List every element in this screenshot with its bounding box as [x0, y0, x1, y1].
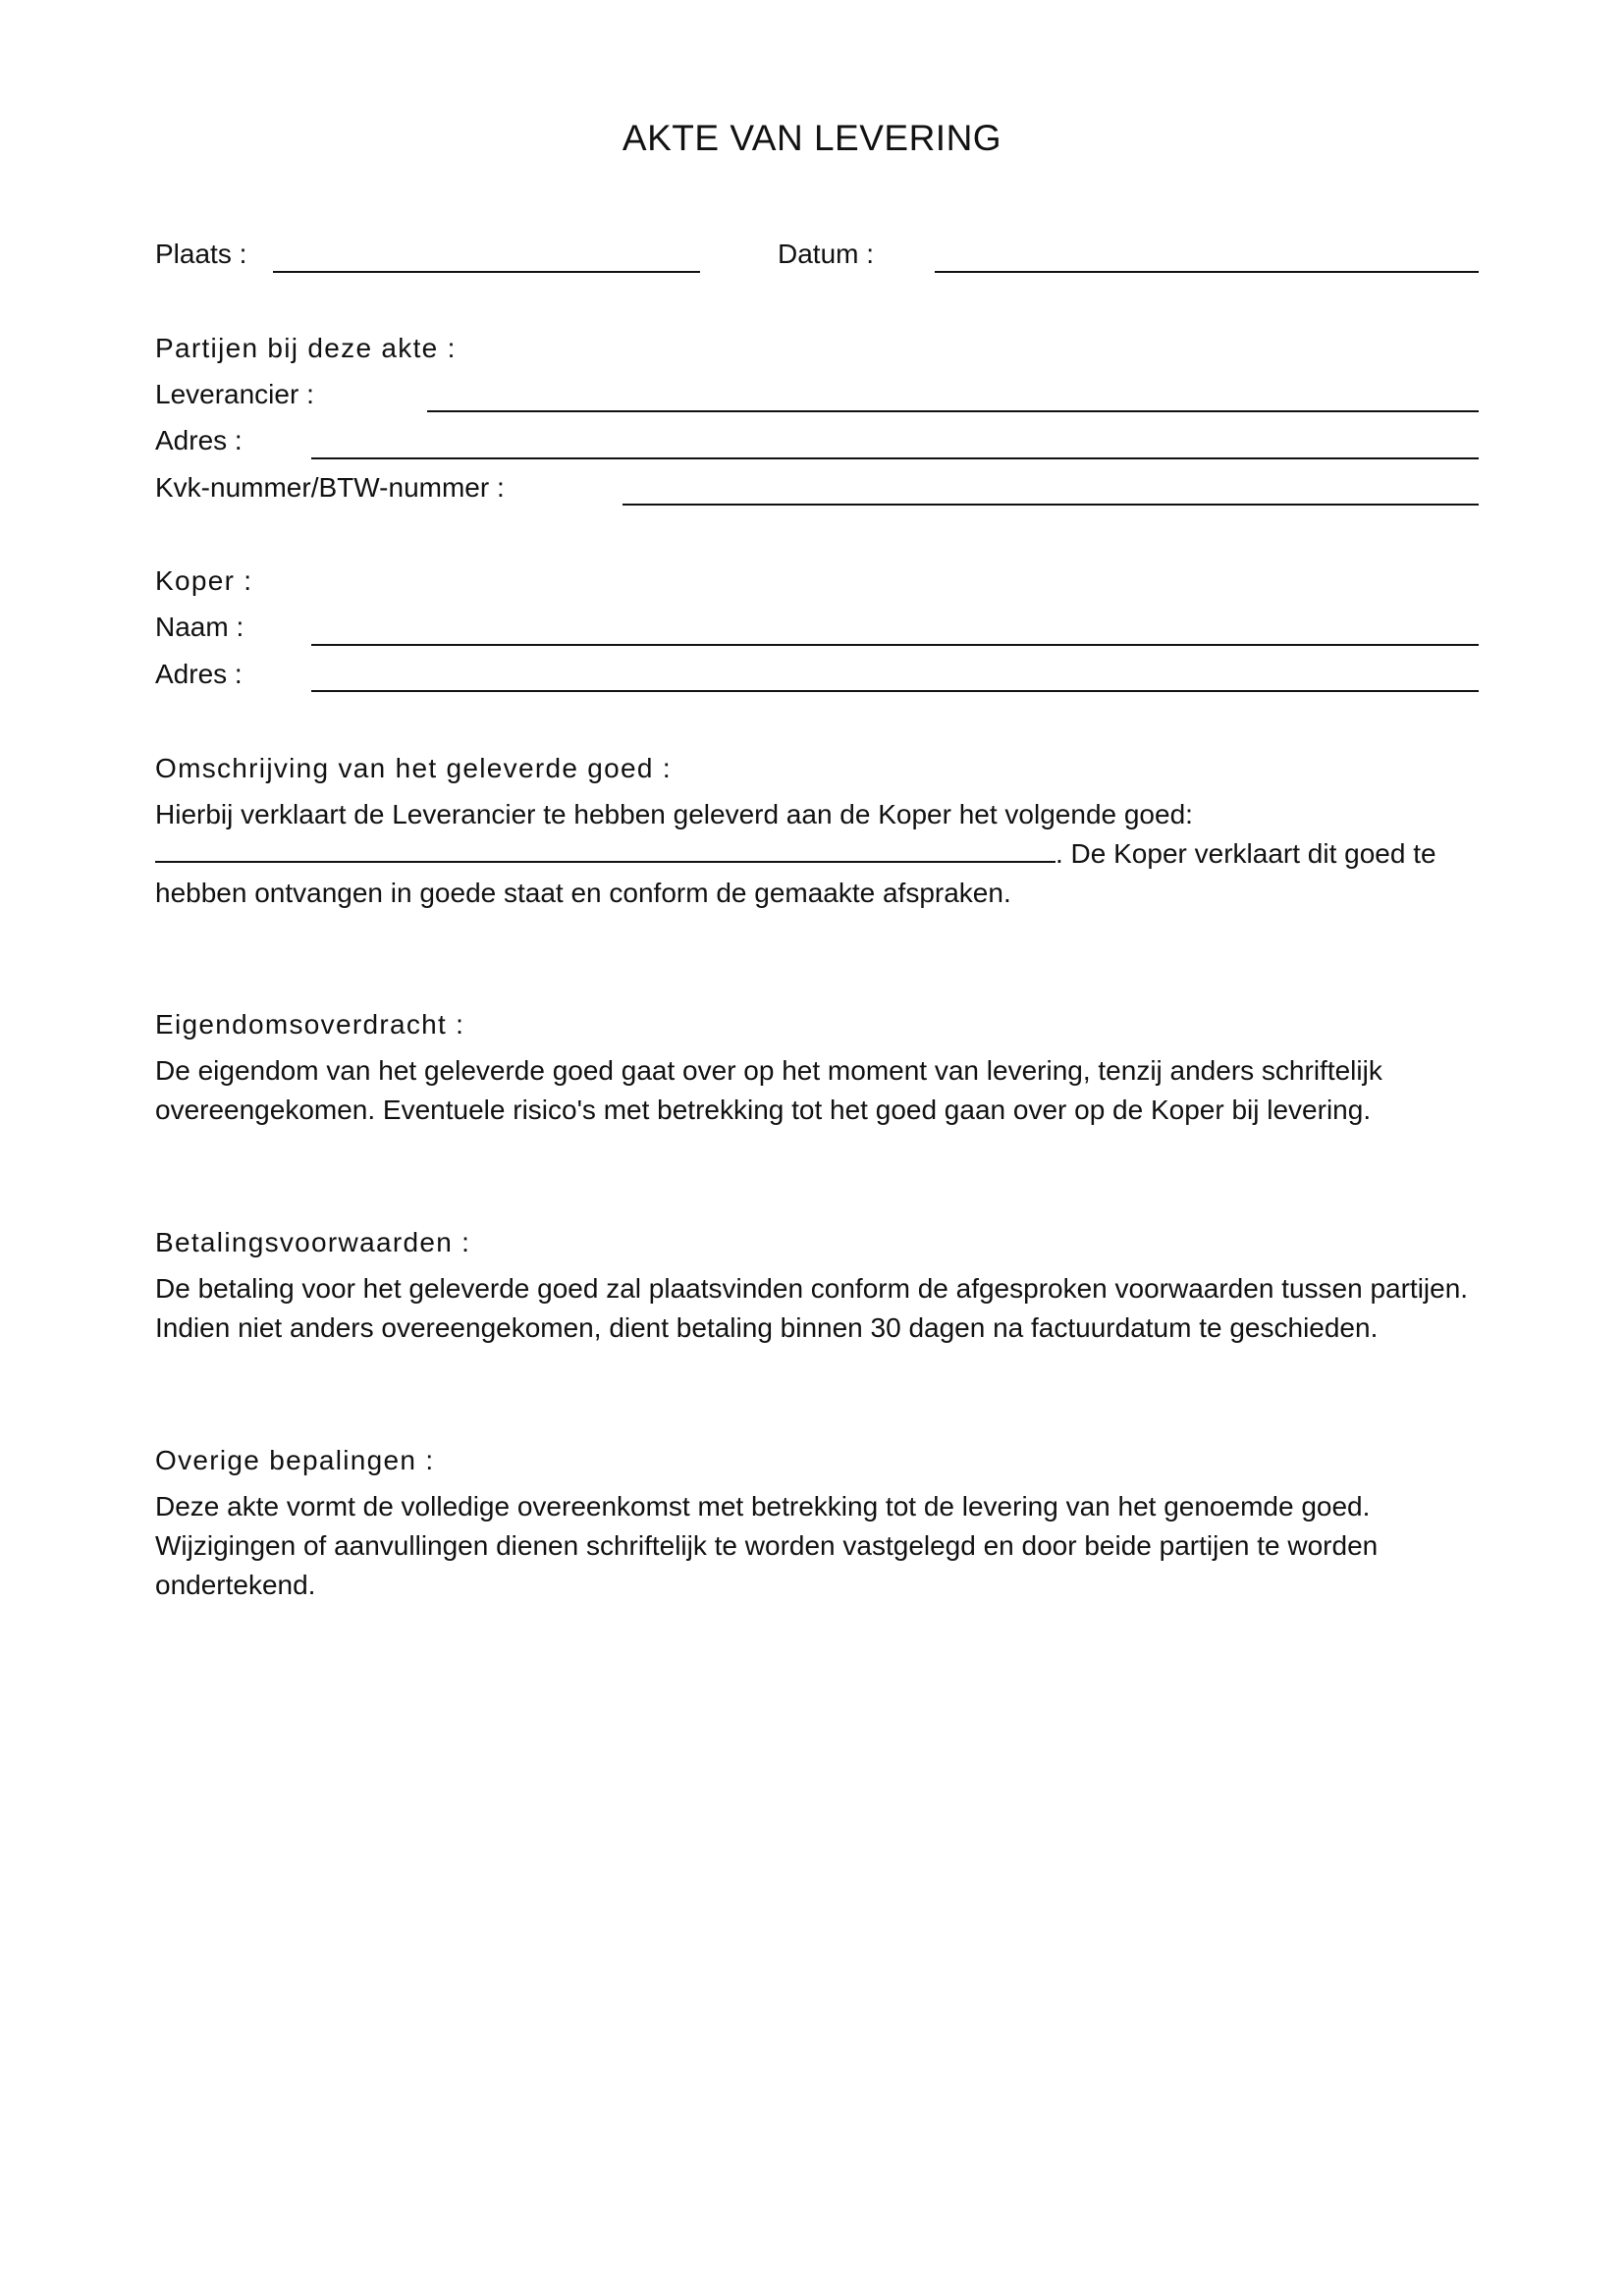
place-field-line[interactable]: [273, 271, 700, 273]
description-line-1: Hierbij verklaart de Leverancier te hebben geleverd aan de Koper het volgende goed:: [155, 799, 1193, 829]
other-line-3: ondertekend.: [155, 1570, 316, 1600]
supplier-address-label: Adres :: [155, 425, 243, 455]
description-line-2-text: . De Koper verklaart dit goed te: [1056, 838, 1436, 869]
date-label: Datum :: [778, 239, 875, 269]
other-line-2: Wijzigingen of aanvullingen dienen schriftelijk te worden vastgelegd en door beide partijen te worden: [155, 1530, 1379, 1561]
date-field-line[interactable]: [935, 271, 1479, 273]
buyer-address-label: Adres :: [155, 659, 243, 689]
ownership-line-2: overeengekomen. Eventuele risico's met betrekking tot het goed gaan over op de Koper bij levering.: [155, 1095, 1372, 1125]
other-paragraph: [155, 1487, 1490, 1605]
supplier-label: Leverancier :: [155, 379, 314, 409]
ownership-heading: Eigendomsoverdracht :: [155, 1009, 465, 1040]
payment-line-1: De betaling voor het geleverde goed zal plaatsvinden conform de afgesproken voorwaarden tussen partijen.: [155, 1273, 1469, 1304]
payment-paragraph: [155, 1269, 1490, 1348]
ownership-line-1: De eigendom van het geleverde goed gaat over op het moment van levering, tenzij anders schriftelijk: [155, 1055, 1382, 1086]
document-title: AKTE VAN LEVERING: [622, 118, 1002, 158]
other-heading: Overige bepalingen :: [155, 1445, 435, 1475]
ownership-paragraph: [155, 1051, 1490, 1130]
supplier-address-field-line[interactable]: [311, 457, 1479, 459]
description-line-3: hebben ontvangen in goede staat en conform de gemaakte afspraken.: [155, 878, 1011, 908]
supplier-field-line[interactable]: [427, 410, 1479, 412]
other-line-1: Deze akte vormt de volledige overeenkomst met betrekking tot de levering van het genoemde goed.: [155, 1491, 1371, 1522]
parties-heading: Partijen bij deze akte :: [155, 333, 457, 363]
buyer-name-label: Naam :: [155, 612, 244, 642]
buyer-name-field-line[interactable]: [311, 644, 1479, 646]
buyer-heading: Koper :: [155, 565, 253, 596]
payment-line-2: Indien niet anders overeengekomen, dient betaling binnen 30 dagen na factuurdatum te geschieden.: [155, 1312, 1379, 1343]
place-label: Plaats :: [155, 239, 247, 269]
buyer-address-field-line[interactable]: [311, 690, 1479, 692]
goods-blank-line[interactable]: [155, 839, 1056, 863]
payment-heading: Betalingsvoorwaarden :: [155, 1227, 471, 1257]
description-line-2: [155, 834, 1490, 874]
kvk-field-line[interactable]: [623, 504, 1479, 506]
description-heading: Omschrijving van het geleverde goed :: [155, 753, 672, 783]
description-paragraph: [155, 795, 1490, 913]
kvk-label: Kvk-nummer/BTW-nummer :: [155, 472, 505, 503]
